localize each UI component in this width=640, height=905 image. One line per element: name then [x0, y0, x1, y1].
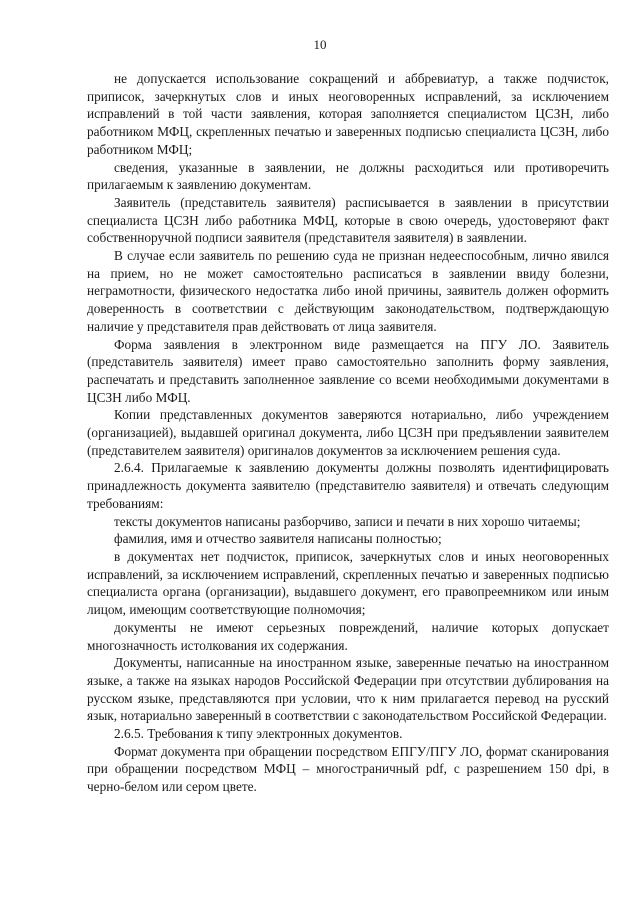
paragraph-copies-certification: Копии представленных документов заверяются нотариально, либо учреждением (организацией), выдавшей оригинал документа, либо ЦСЗН при предъявлении заявителем (представителем заявителя) оригиналов документов за исключением решения суда.	[87, 407, 609, 458]
paragraph-abbreviations-ban: не допускается использование сокращений и аббревиатур, а также подчисток, приписок, зачеркнутых слов и иных неоговоренных исправлений, за исключением исправлений в той части заявления, которая заполняется специалистом ЦСЗН, либо работником МФЦ, скрепленных печатью и заверенных подписью специалиста ЦСЗН, либо работником МФЦ;	[87, 71, 609, 157]
paragraph-section-2-6-5: 2.6.5. Требования к типу электронных документов.	[114, 726, 403, 742]
paragraph-power-of-attorney: В случае если заявитель по решению суда не признан недееспособным, лично явился на прием, но не может самостоятельно расписаться в заявлении ввиду болезни, неграмотности, физического недостатка либо иной причины, заявитель должен оформить доверенность в соответствии с действующим законодательством, подтверждающую наличие у представителя прав действовать от лица заявителя.	[87, 248, 609, 334]
document-body	[87, 70, 609, 796]
paragraph-legible-text: тексты документов написаны разборчиво, записи и печати в них хорошо читаемы;	[114, 513, 581, 529]
paragraph-section-2-6-4: 2.6.4. Прилагаемые к заявлению документы должны позволять идентифицировать принадлежность документа заявителю (представителю заявителя) и отвечать следующим требованиям:	[87, 460, 609, 511]
paragraph-foreign-language: Документы, написанные на иностранном языке, заверенные печатью на иностранном языке, а также на языках народов Российской Федерации при отсутствии дублирования на русском языке, представляются при условии, что к ним прилагается перевод на русский язык, нотариально заверенный в соответствии с законодательством Российской Федерации.	[87, 655, 609, 724]
paragraph-no-corrections: в документах нет подчисток, приписок, зачеркнутых слов и иных неоговоренных исправлений, за исключением исправлений, скрепленных печатью и заверенных подписью специалиста органа (организации), выдавшего документ, его правопреемником или иным лицом, имеющим соответствующие полномочия;	[87, 548, 609, 618]
paragraph-consistency: сведения, указанные в заявлении, не должны расходиться или противоречить прилагаемым к заявлению документам.	[87, 159, 609, 193]
page-number: 10	[313, 37, 327, 52]
paragraph-file-format: Формат документа при обращении посредством ЕПГУ/ПГУ ЛО, формат сканирования при обращении посредством МФЦ – многостраничный pdf, с разрешением 150 dpi, в черно-белом или сером цвете.	[87, 743, 609, 795]
paragraph-signature: Заявитель (представитель заявителя) расписывается в заявлении в присутствии специалиста ЦСЗН либо работника МФЦ, которые в свою очередь, удостоверяют факт собственноручной подписи заявителя (представителя заявителя) в заявлении.	[87, 194, 609, 246]
paragraph-no-damage: документы не имеют серьезных повреждений, наличие которых допускает многозначность истолкования их содержания.	[87, 619, 609, 653]
paragraph-full-name: фамилия, имя и отчество заявителя написаны полностью;	[114, 531, 442, 547]
paragraph-electronic-form: Форма заявления в электронном виде размещается на ПГУ ЛО. Заявитель (представитель заявителя) имеет право самостоятельно заполнить форму заявления, распечатать и представить заполненное заявление со всеми необходимыми документами в ЦСЗН либо МФЦ.	[87, 336, 609, 405]
